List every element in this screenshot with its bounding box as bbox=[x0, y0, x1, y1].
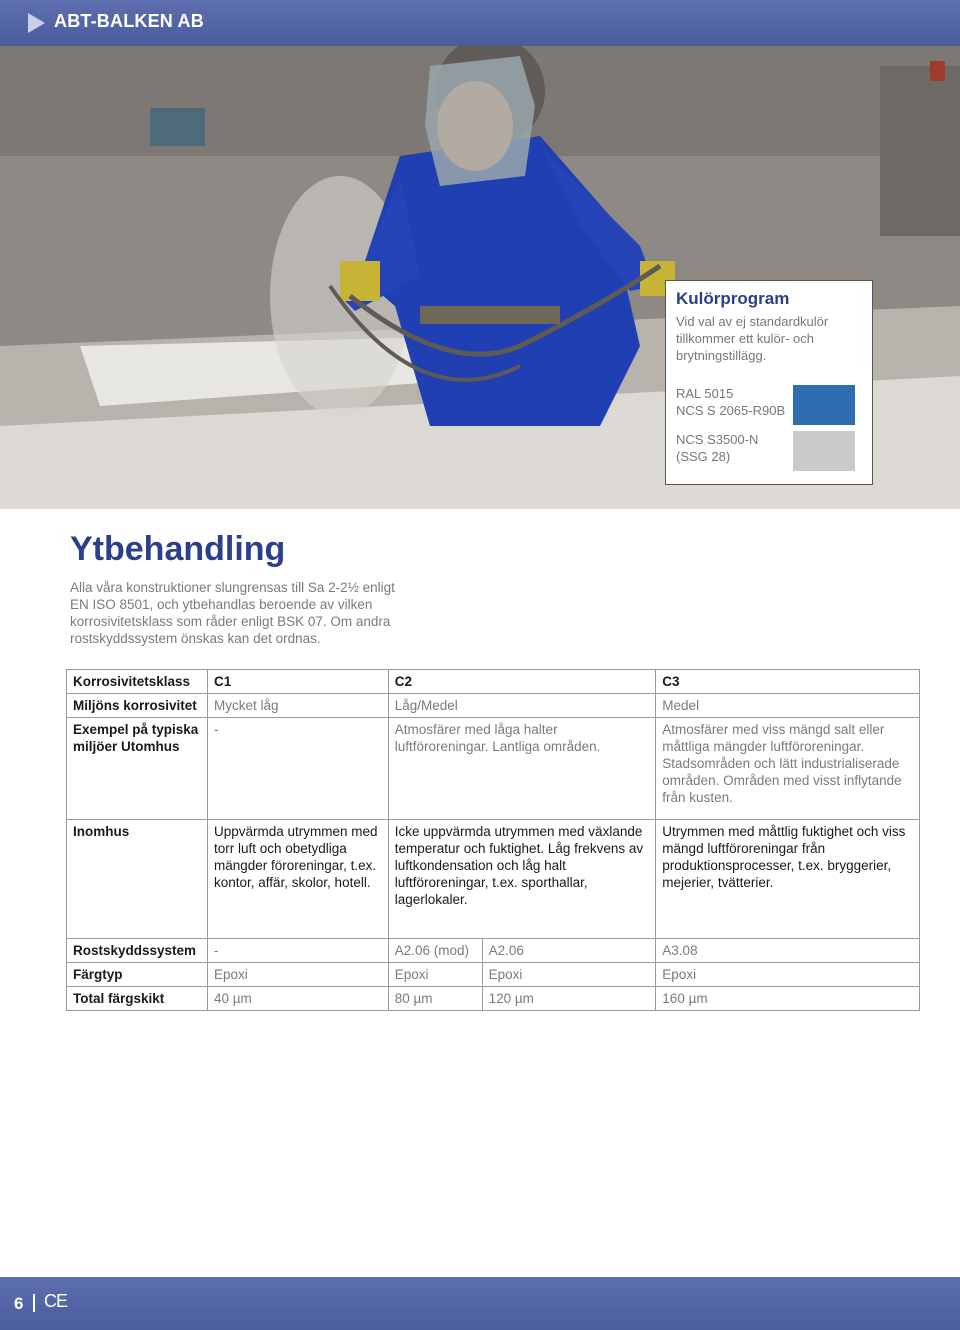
ce-mark-icon: CE bbox=[44, 1291, 68, 1311]
table-cell: Epoxi bbox=[388, 963, 482, 987]
table-cell: Korrosivitetsklass bbox=[67, 670, 208, 694]
table-cell: Medel bbox=[656, 694, 920, 718]
page-title: Ytbehandling bbox=[70, 530, 286, 568]
swatch-label-line2: NCS S 2065-R90B bbox=[676, 403, 786, 418]
table-cell: Låg/Medel bbox=[388, 694, 656, 718]
table-cell: Total färgskikt bbox=[67, 987, 208, 1011]
table-cell: Miljöns korrosivitet bbox=[67, 694, 208, 718]
color-program-title: Kulörprogram bbox=[676, 289, 790, 308]
table-cell: Färgtyp bbox=[67, 963, 208, 987]
table-cell: Exempel på typiska miljöer Utomhus bbox=[67, 718, 208, 820]
color-swatch bbox=[793, 385, 855, 425]
intro-paragraph: Alla våra konstruktioner slungrensas till Sa 2-2½ enligt EN ISO 8501, och ytbehandlas beroende av vilken korrosivitetsklass som råder enligt BSK 07. Om andra rostskyddssystem önskas kan det ordnas. bbox=[70, 580, 395, 646]
color-program-text: Vid val av ej standardkulör tillkommer ett kulör- och brytningstillägg. bbox=[676, 314, 829, 363]
table-cell: Utrymmen med måttlig fuktighet och viss mängd luftföroreningar från produktionsprocesser, t.ex. bryggerier, mejerier, tvätterier. bbox=[656, 820, 920, 939]
table-cell: 40 µm bbox=[207, 987, 388, 1011]
divider bbox=[33, 1294, 35, 1312]
table-cell: Icke uppvärmda utrymmen med växlande temperatur och fuktighet. Låg frekvens av luftkondensation och låg halt luftföroreningar, t.ex. sporthallar, lagerlokaler. bbox=[388, 820, 656, 939]
table-row bbox=[67, 939, 920, 963]
table-cell: A2.06 (mod) bbox=[388, 939, 482, 963]
swatch-row bbox=[676, 431, 860, 465]
corrosion-table bbox=[66, 669, 920, 1011]
table-cell: Epoxi bbox=[656, 963, 920, 987]
swatch-label-line1: NCS S3500-N bbox=[676, 432, 759, 447]
hero-photo bbox=[0, 46, 960, 509]
table-cell: Inomhus bbox=[67, 820, 208, 939]
footer-bar bbox=[0, 1277, 960, 1330]
header-bar bbox=[0, 0, 960, 46]
table-cell: 160 µm bbox=[656, 987, 920, 1011]
table-row bbox=[67, 670, 920, 694]
table-cell: A2.06 bbox=[482, 939, 656, 963]
table-cell: A3.08 bbox=[656, 939, 920, 963]
table-cell: Uppvärmda utrymmen med torr luft och obetydliga mängder föroreningar, t.ex. kontor, affär, skolor, hotell. bbox=[207, 820, 388, 939]
color-swatch bbox=[793, 431, 855, 471]
table-cell: - bbox=[207, 718, 388, 820]
table-cell: C1 bbox=[207, 670, 388, 694]
swatch-label-line2: (SSG 28) bbox=[676, 449, 731, 464]
table-cell: 80 µm bbox=[388, 987, 482, 1011]
brand-name: ABT-BALKEN AB bbox=[54, 11, 204, 31]
table-row bbox=[67, 987, 920, 1011]
swatch-label-line1: RAL 5015 bbox=[676, 386, 734, 401]
color-program-box bbox=[665, 280, 873, 485]
table-row bbox=[67, 820, 920, 939]
table-row bbox=[67, 718, 920, 820]
table-cell: Mycket låg bbox=[207, 694, 388, 718]
swatch-row bbox=[676, 385, 860, 419]
table-cell: 120 µm bbox=[482, 987, 656, 1011]
table-row bbox=[67, 694, 920, 718]
table-cell: Epoxi bbox=[207, 963, 388, 987]
table-cell: - bbox=[207, 939, 388, 963]
table-cell: Rostskyddssystem bbox=[67, 939, 208, 963]
table-cell: C2 bbox=[388, 670, 656, 694]
table-cell: Atmosfärer med viss mängd salt eller måttliga mängder luftföroreningar. Stadsområden och lätt industrialiserade områden. Områden med visst inflytande från kusten. bbox=[656, 718, 920, 820]
play-triangle-icon bbox=[28, 13, 45, 33]
page-number: 6 bbox=[14, 1294, 24, 1313]
table-cell: C3 bbox=[656, 670, 920, 694]
table-cell: Epoxi bbox=[482, 963, 656, 987]
table-cell: Atmosfärer med låga halter luftföroreningar. Lantliga områden. bbox=[388, 718, 656, 820]
table-row bbox=[67, 963, 920, 987]
